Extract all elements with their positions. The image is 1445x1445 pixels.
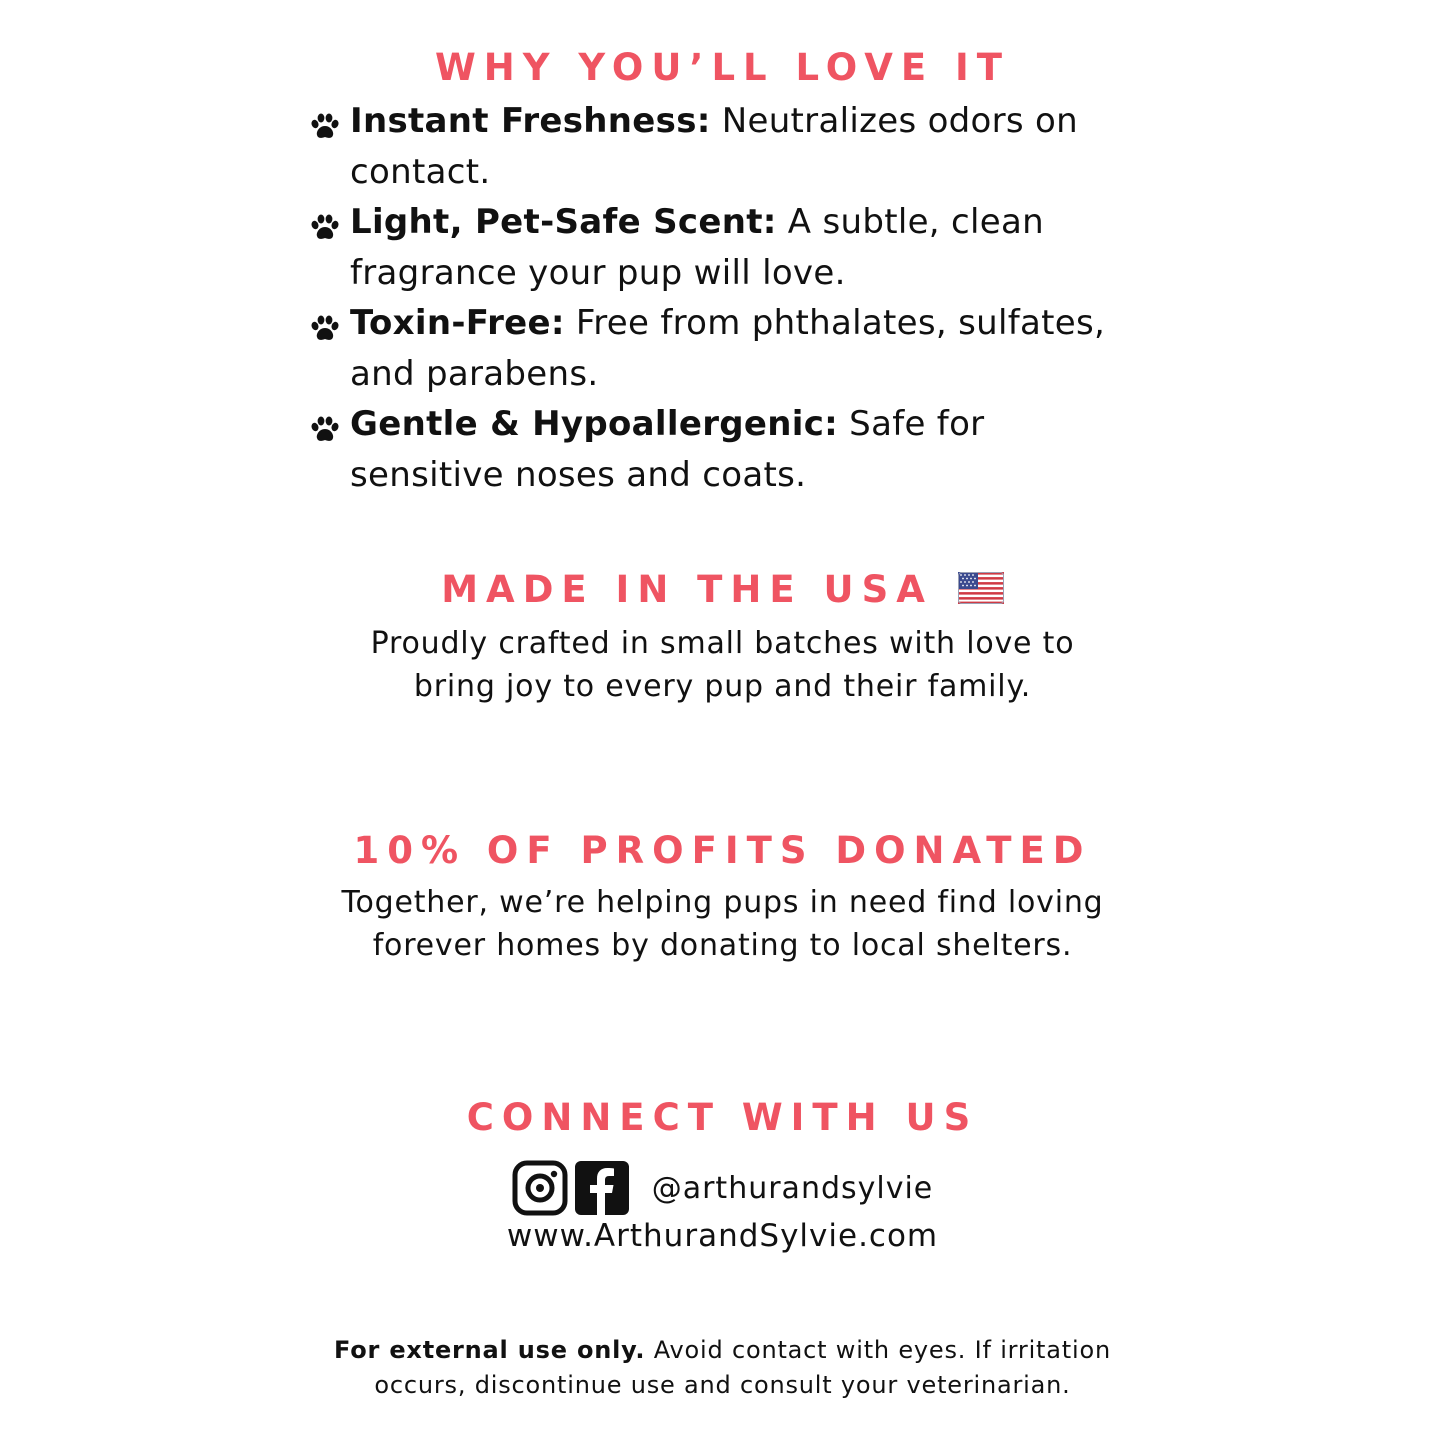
feature-item <box>310 96 1140 197</box>
disclaimer-line-2: occurs, discontinue use and consult your veterinarian. <box>374 1371 1071 1399</box>
feature-text: Free from phthalates, sulfates, and parabens. <box>350 303 1106 394</box>
feature-text: Safe for sensitive noses and coats. <box>350 404 985 495</box>
facebook-icon[interactable] <box>574 1160 630 1216</box>
paw-icon <box>310 214 340 242</box>
feature-title: Light, Pet-Safe Scent: <box>350 202 777 242</box>
usa-text <box>0 622 1445 708</box>
feature-item <box>310 399 1140 500</box>
donate-text <box>0 881 1445 967</box>
social-handle[interactable]: @arthurandsylvie <box>651 1170 934 1206</box>
feature-title: Gentle & Hypoallergenic: <box>350 404 839 444</box>
feature-title: Instant Freshness: <box>350 101 711 141</box>
disclaimer-bold: For external use only. <box>334 1336 646 1364</box>
feature-item <box>310 298 1140 399</box>
paw-icon <box>310 113 340 141</box>
usa-line-1: Proudly crafted in small batches with love to <box>370 626 1075 661</box>
love-heading: WHY YOU’LL LOVE IT <box>434 46 1011 89</box>
social-row <box>0 1160 1445 1216</box>
feature-title: Toxin-Free: <box>350 303 565 343</box>
us-flag-icon <box>958 572 1004 604</box>
disclaimer-line-1 <box>0 1333 1445 1368</box>
donate-line-1: Together, we’re helping pups in need find loving <box>341 885 1104 920</box>
connect-heading: CONNECT WITH US <box>466 1096 979 1139</box>
feature-text: Neutralizes odors on contact. <box>350 101 1079 192</box>
instagram-icon[interactable] <box>512 1160 568 1216</box>
feature-text: A subtle, clean fragrance your pup will love. <box>350 202 1044 293</box>
disclaimer <box>0 1333 1445 1403</box>
donate-line-2: forever homes by donating to local shelters. <box>372 928 1073 963</box>
website-link[interactable]: www.ArthurandSylvie.com <box>506 1218 939 1254</box>
feature-item <box>310 197 1140 298</box>
usa-heading: MADE IN THE USA <box>441 568 933 611</box>
donate-heading: 10% OF PROFITS DONATED <box>353 829 1092 872</box>
paw-icon <box>310 315 340 343</box>
usa-line-2: bring joy to every pup and their family. <box>413 669 1032 704</box>
usa-heading-row <box>0 568 1445 611</box>
paw-icon <box>310 416 340 444</box>
disclaimer-text: Avoid contact with eyes. If irritation <box>645 1336 1111 1364</box>
features-list <box>310 96 1140 500</box>
